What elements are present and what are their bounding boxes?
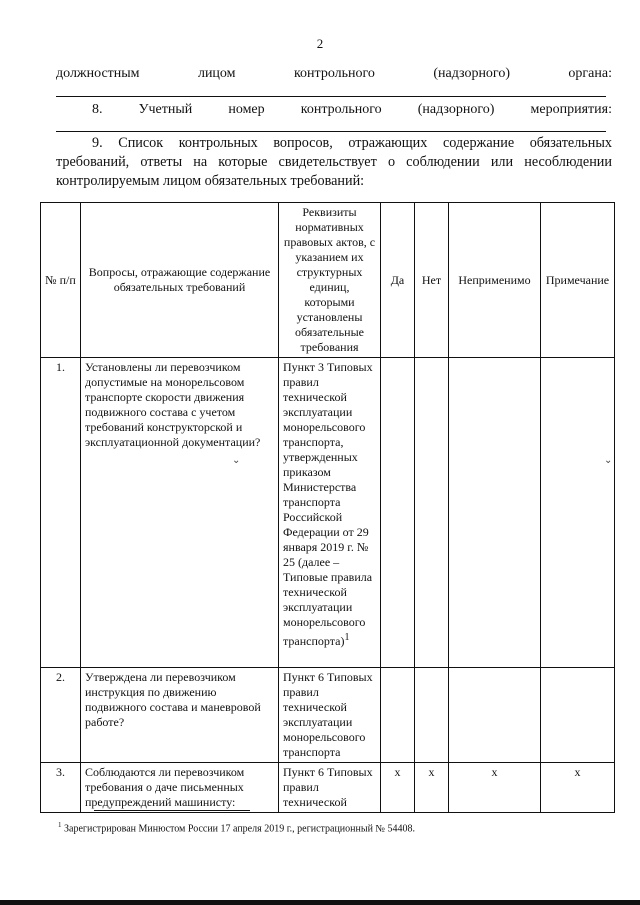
table-row: [41, 763, 615, 813]
row-requisites: Пункт 3 Типовых правил технической эксплуатации монорельсового транспорта, утвержденных приказом Министерства транспорта Российской Федерации от 29 января 2019 г. № 25 (далее – Типовые правила технической эксплуатации монорельсового транспорта): [283, 360, 373, 648]
row-yes: [381, 358, 415, 668]
item-8-fill-line: [56, 131, 606, 132]
row-no: [415, 668, 449, 763]
organ-word: должностным: [56, 66, 140, 81]
row-question: Соблюдаются ли перевозчиком требования о даче письменных предупреждений машинисту:: [81, 763, 279, 813]
footnote-ref: 1: [344, 632, 350, 643]
row-yes: [381, 668, 415, 763]
item-8-line: [92, 102, 612, 118]
item-8-word: (надзорного): [417, 102, 495, 117]
row-note: [541, 358, 615, 668]
row-num: 3.: [41, 763, 81, 813]
table-row: [41, 668, 615, 763]
pen-mark: ⌄: [604, 455, 613, 466]
row-not-applicable: [449, 358, 541, 668]
row-question: Установлены ли перевозчиком допустимые на монорельсовом транспорте скорости движения подвижного состава с учетом требований конструкторской и эксплуатационной документации?: [81, 358, 279, 668]
table-header-row: [41, 203, 615, 358]
header-question: Вопросы, отражающие содержание обязательных требований: [81, 203, 279, 358]
item-8-word: номер: [228, 102, 265, 117]
header-num: № п/п: [41, 203, 81, 358]
footnote-text: Зарегистрирован Минюстом России 17 апреля 2019 г., регистрационный № 54408.: [64, 823, 415, 835]
organ-word: (надзорного): [433, 66, 510, 81]
header-no: Нет: [415, 203, 449, 358]
organ-word: органа:: [568, 66, 612, 81]
item-8-word: контрольного: [300, 102, 382, 117]
row-yes: х: [381, 763, 415, 813]
row-not-applicable: х: [449, 763, 541, 813]
row-num: 2.: [41, 668, 81, 763]
row-no: [415, 358, 449, 668]
row-requisites: Пункт 6 Типовых правил технической: [279, 763, 381, 813]
row-question: Утверждена ли перевозчиком инструкция по движению подвижного состава и маневровой работе?: [81, 668, 279, 763]
organ-fill-line: [56, 96, 606, 97]
table-row: [41, 358, 615, 668]
organ-word: контрольного: [293, 66, 375, 81]
footnote: [58, 821, 415, 834]
header-requisites: Реквизиты нормативных правовых актов, с указанием их структурных единиц, которыми установлены обязательные требования: [279, 203, 381, 358]
item-8-word: мероприятия:: [530, 102, 612, 117]
scan-edge: [0, 900, 640, 905]
item-8-word: 8.: [92, 102, 103, 117]
row-requisites-cell: [279, 358, 381, 668]
row-no: х: [415, 763, 449, 813]
organ-line: [56, 66, 612, 82]
item-9-text: 9. Список контрольных вопросов, отражающих содержание обязательных требований, ответы на которые свидетельствует о соблюдении или несоблюдении контролируемым лицом обязательных требований:: [56, 135, 612, 189]
row-not-applicable: [449, 668, 541, 763]
footnote-marker: 1: [58, 821, 62, 829]
header-not-applicable: Неприменимо: [449, 203, 541, 358]
header-note: Примечание: [541, 203, 615, 358]
header-yes: Да: [381, 203, 415, 358]
footnote-separator: [94, 810, 250, 811]
organ-word: лицом: [197, 66, 236, 81]
row-note: [541, 668, 615, 763]
row-note: х: [541, 763, 615, 813]
row-requisites: Пункт 6 Типовых правил технической эксплуатации монорельсового транспорта: [279, 668, 381, 763]
checklist-table: [40, 202, 615, 813]
item-8-word: Учетный: [138, 102, 193, 117]
item-9-paragraph: [56, 134, 612, 191]
pen-mark: ⌄: [232, 455, 241, 466]
row-num: 1.: [41, 358, 81, 668]
page-number: 2: [316, 36, 324, 51]
